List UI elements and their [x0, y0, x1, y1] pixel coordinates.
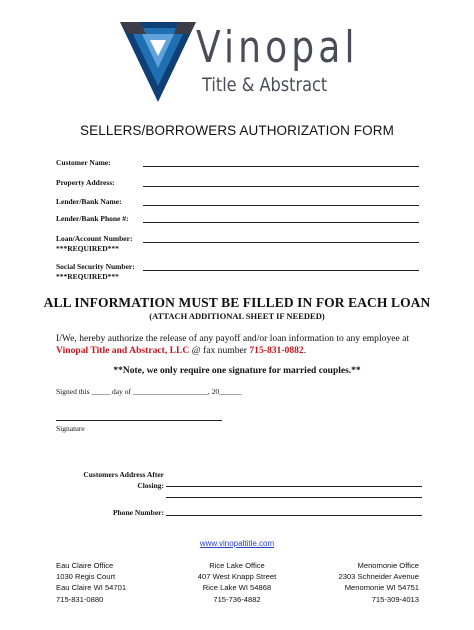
office-city: Rice Lake WI 54868 [202, 583, 272, 593]
office-name: Menomonie Office [357, 561, 419, 570]
website-link[interactable]: www.vinopaltitle.com [199, 539, 275, 548]
ssn-field[interactable] [143, 270, 419, 271]
office-city: Eau Claire WI 54701 [56, 583, 127, 593]
office-street: 407 West Knapp Street [197, 572, 277, 582]
married-couples-note: **Note, we only require one signature for married couples.** [113, 366, 361, 376]
ssn-label: Social Security Number: [56, 262, 135, 271]
signed-date-line[interactable]: Signed this _____ day of ____________________, 20______ [56, 387, 242, 396]
loan-account-required-note: ***REQUIRED*** [56, 244, 119, 253]
brand-subtitle: Title & Abstract [202, 74, 328, 96]
lender-bank-phone-label: Lender/Bank Phone #: [56, 214, 129, 223]
authorization-text [56, 333, 420, 357]
fax-prefix: @ fax number [189, 345, 250, 356]
lender-bank-name-label: Lender/Bank Name: [56, 197, 122, 206]
loan-account-number-field[interactable] [143, 242, 419, 243]
office-city: Menomonie WI 54751 [344, 583, 419, 593]
property-address-label: Property Address: [56, 178, 115, 187]
period: . [303, 345, 307, 356]
signature-line[interactable] [56, 420, 222, 421]
notice-subheading: (ATTACH ADDITIONAL SHEET IF NEEDED) [149, 311, 325, 321]
ssn-required-note: ***REQUIRED*** [56, 272, 119, 281]
signature-label: Signature [56, 424, 85, 433]
office-street: 2303 Schneider Avenue [338, 572, 419, 582]
loan-account-number-label: Loan/Account Number: [56, 234, 133, 243]
office-phone: 715-309-4013 [371, 594, 419, 604]
phone-number-label: Phone Number: [112, 508, 164, 517]
customer-name-field[interactable] [143, 166, 419, 167]
v-triangle-logo-icon [120, 20, 196, 104]
office-phone: 715-831-0880 [56, 594, 104, 604]
office-name: Eau Claire Office [56, 561, 114, 570]
customer-address-field-2[interactable] [166, 497, 422, 498]
notice-heading: ALL INFORMATION MUST BE FILLED IN FOR EACH LOAN [43, 295, 431, 310]
customer-address-field-1[interactable] [166, 486, 422, 487]
customer-address-after-label: Customers Address After [83, 470, 164, 479]
phone-number-field[interactable] [166, 515, 422, 516]
office-menomonie [338, 560, 419, 605]
office-name: Rice Lake Office [209, 561, 265, 570]
customer-name-label: Customer Name: [56, 158, 111, 167]
closing-label: Closing: [137, 481, 164, 490]
lender-bank-phone-field[interactable] [143, 222, 419, 223]
property-address-field[interactable] [143, 186, 419, 187]
company-name: Vinopal Title and Abstract, LLC [56, 345, 190, 356]
office-rice-lake [187, 560, 287, 605]
brand-name: Vinopal [196, 22, 359, 73]
office-street: 1030 Regis Court [56, 572, 116, 582]
lender-bank-name-field[interactable] [143, 205, 419, 206]
office-eau-claire [56, 560, 126, 605]
fax-number: 715-831-0882 [249, 345, 304, 356]
authorization-line: I/We, hereby authorize the release of any payoff and/or loan information to any employee at [56, 333, 410, 344]
form-title: SELLERS/BORROWERS AUTHORIZATION FORM [80, 123, 394, 138]
office-phone: 715-736-4882 [213, 594, 261, 604]
